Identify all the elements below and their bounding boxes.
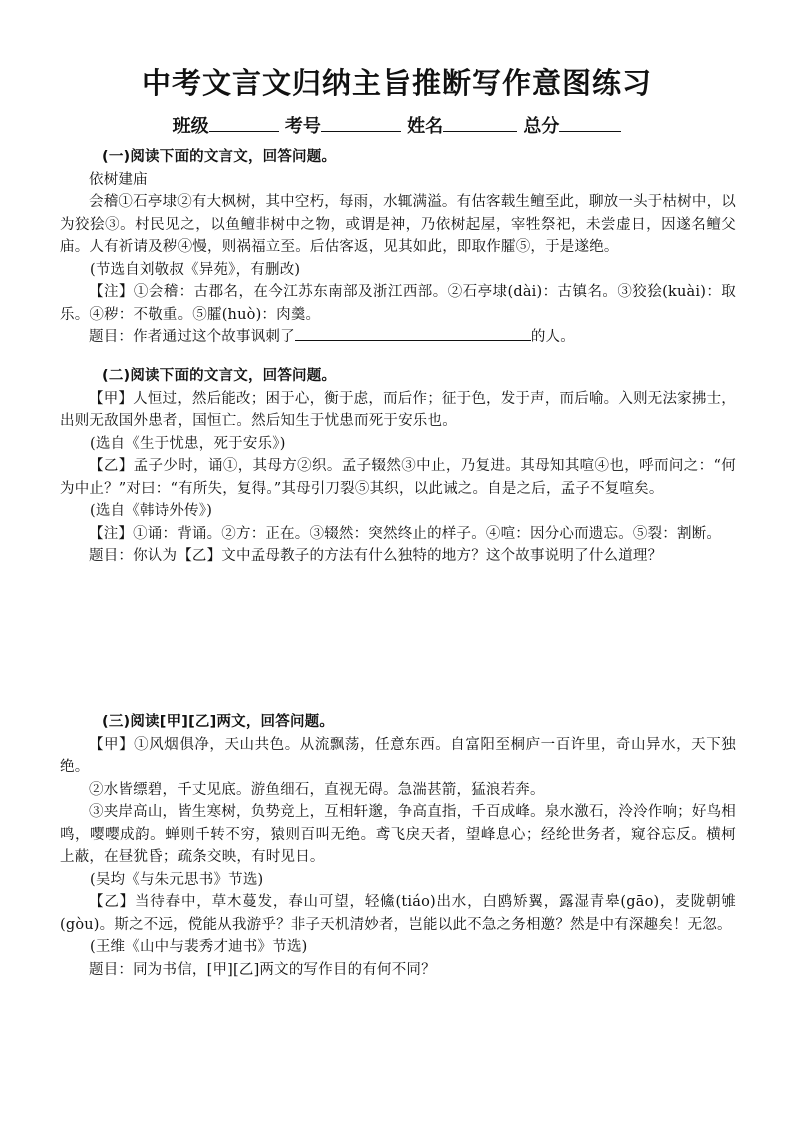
section-2-yi-source: (选自《韩诗外传》) (90, 503, 213, 519)
section-1-source: (节选自刘敬叔《异苑》，有删改) (90, 261, 301, 278)
section-3 (60, 711, 736, 981)
section-1-passage: 会稽①石亭埭②有大枫树，其中空朽，每雨，水辄满溢。有估客载生鳣至此，聊放一头于枯树中，以为狡狯③。村民见之，以鱼鳣非树中之物，或谓是神，乃依树起屋，宰牲祭祀，未尝虚日，因遂名鳣父庙。人有祈请及秽④慢，则祸福立至。后估客返，见其如此，即取作臛⑤，于是遂绝。 (60, 194, 736, 255)
section-1 (60, 146, 736, 349)
section-3-yi: 【乙】当待春中，草木蔓发，春山可望，轻鯈(tiáo)出水，白鸥矫翼，露湿青皋(gāo)，麦陇朝雊(gòu)。斯之不远，傥能从我游乎？非子天机清妙者，岂能以此不急之务相邀？然是中有深趣矣！无忽。 (60, 894, 736, 933)
section-3-jia-source: (吴均《与朱元思书》节选) (90, 871, 264, 888)
section-2-jia-source: (选自《生于忧患，死于安乐》) (90, 435, 286, 452)
section-3-question: 题目：同为书信，[甲][乙]两文的写作目的有何不同？ (89, 961, 436, 978)
question-suffix: 的人。 (530, 329, 575, 345)
exam-no-label: 考号 (284, 116, 321, 137)
section-3-jia-3: ③夹岸高山，皆生寒树，负势竞上，互相轩邈，争高直指，千百成峰。泉水激石，泠泠作响；好鸟相鸣，嘤嘤成韵。蝉则千转不穷，猿则百叫无绝。鸢飞戾天者，望峰息心；经纶世务者，窥谷忘反。横柯上蔽，在昼犹昏；疏条交映，有时见日。 (60, 804, 736, 865)
question-text: 题目：作者通过这个故事讽刺了 (89, 329, 295, 345)
section-2-note: 【注】①诵：背诵。②方：正在。③辍然：突然终止的样子。④喧：因分心而遗忘。⑤裂：割断。 (89, 525, 722, 542)
name-blank[interactable] (443, 113, 517, 132)
passage-title: 依树建庙 (89, 171, 148, 188)
section-3-jia-2: ②水皆缥碧，千丈见底。游鱼细石，直视无碍。急湍甚箭，猛浪若奔。 (89, 781, 545, 798)
section-2-jia: 【甲】人恒过，然后能改；困于心，衡于虑，而后作；征于色，发于声，而后喻。入则无法家拂士，出则无敌国外患者，国恒亡。然后知生于忧患而死于安乐也。 (60, 390, 736, 429)
total-label: 总分 (523, 116, 560, 137)
section-1-heading: (一)阅读下面的文言文，回答问题。 (102, 149, 337, 165)
page-title: 中考文言文归纳主旨推断写作意图练习 (141, 66, 652, 100)
section-2 (60, 365, 736, 568)
section-3-heading: (三)阅读[甲][乙]两文，回答问题。 (102, 714, 335, 730)
name-label: 姓名 (407, 116, 444, 137)
total-blank[interactable] (559, 113, 621, 132)
section-2-yi: 【乙】孟子少时，诵①，其母方②织。孟子辍然③中止，乃复进。其母知其喧④也，呼而问之：“何为中止？”对曰：“有所失，复得。”其母引刀裂⑤其织，以此诫之。自是之后，孟子不复喧矣。 (60, 458, 736, 497)
answer-blank[interactable] (295, 326, 531, 341)
exam-no-blank[interactable] (321, 113, 401, 132)
section-3-yi-source: (王维《山中与裴秀才迪书》节选) (90, 939, 308, 955)
section-1-question (60, 326, 736, 349)
section-3-jia-1: 【甲】①风烟俱净，天山共色。从流飘荡，任意东西。自富阳至桐庐一百许里，奇山异水，天下独绝。 (60, 736, 736, 775)
section-2-heading: (二)阅读下面的文言文，回答问题。 (102, 368, 337, 384)
student-info-line (0, 112, 794, 142)
section-1-note: 【注】①会稽：古郡名，在今江苏东南部及浙江西部。②石亭埭(dài)：古镇名。③狡狯(kuài)：取乐。④秽：不敬重。⑤臛(huò)：肉羹。 (60, 284, 736, 323)
section-2-question: 题目：你认为【乙】文中孟母教子的方法有什么独特的地方？这个故事说明了什么道理？ (89, 548, 663, 564)
class-label: 班级 (172, 116, 209, 137)
class-blank[interactable] (209, 113, 279, 132)
